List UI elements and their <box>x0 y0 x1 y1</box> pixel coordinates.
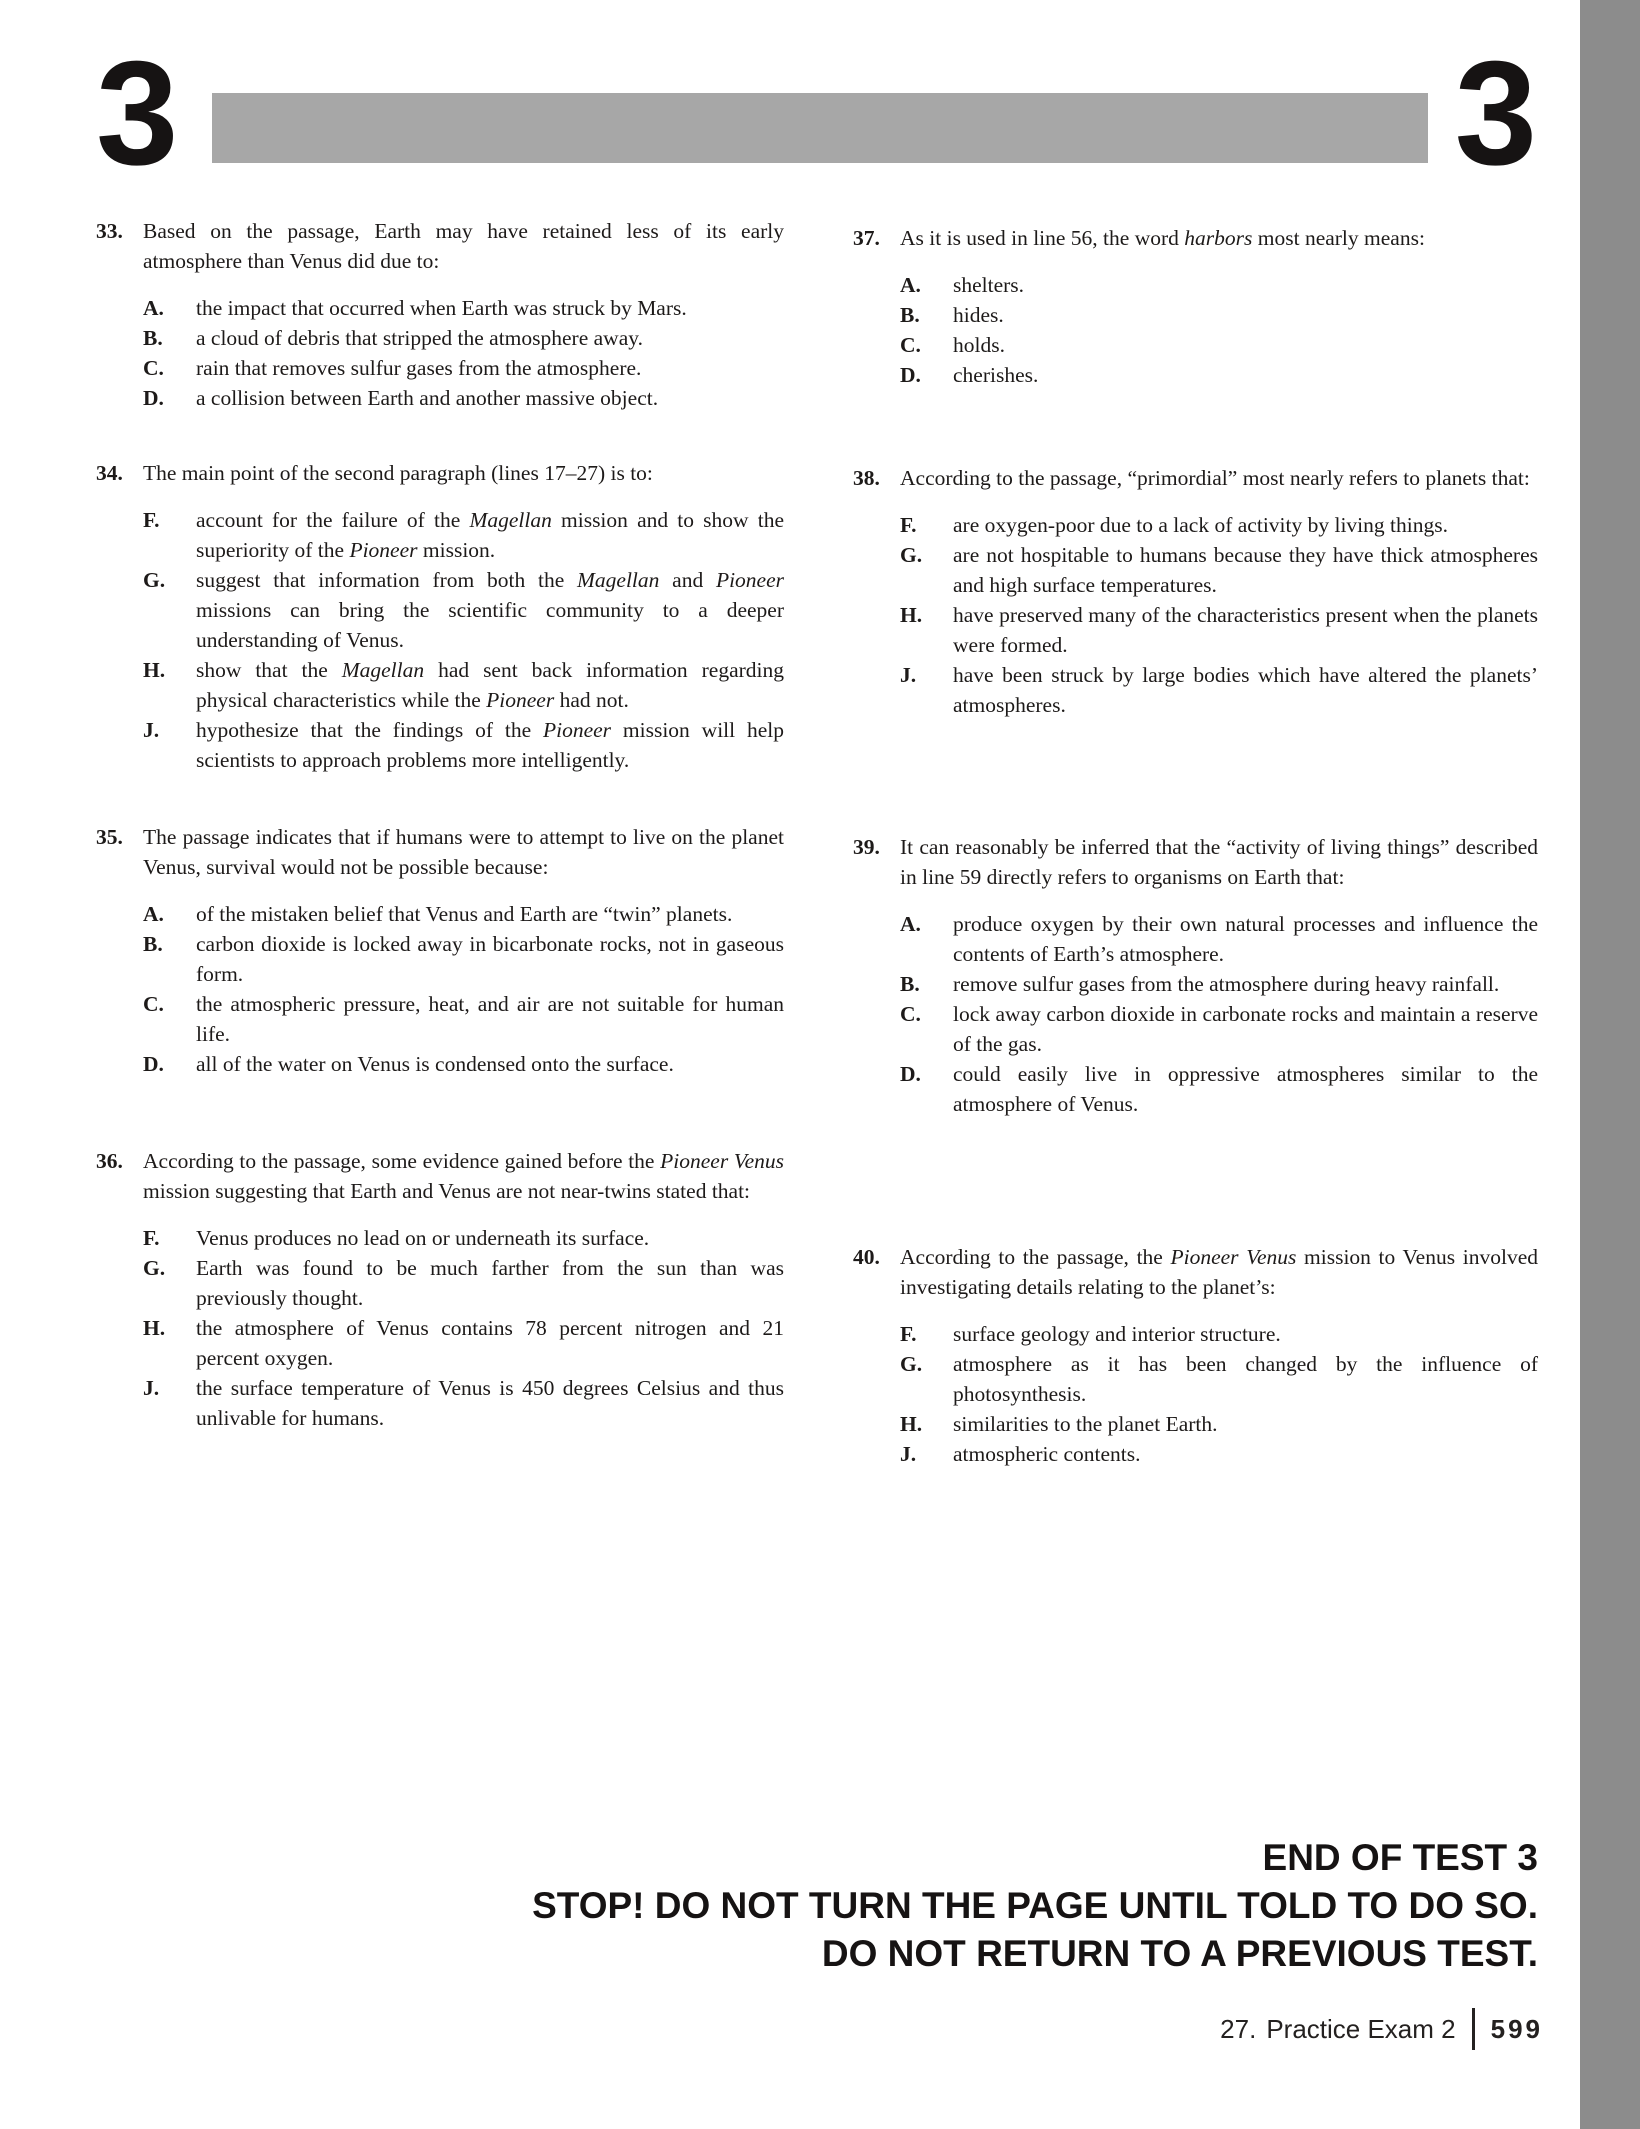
option-letter: A. <box>900 273 921 297</box>
option-text: surface geology and interior structure. <box>953 1322 1281 1346</box>
page-edge-strip <box>1580 0 1640 2129</box>
option-39-A <box>900 909 1538 969</box>
question-content <box>900 832 1538 1119</box>
option-letter: C. <box>143 356 164 380</box>
page-label-divider <box>1472 2008 1475 2050</box>
option-letter: B. <box>143 932 163 956</box>
option-letter: G. <box>143 1256 166 1280</box>
option-text: holds. <box>953 333 1005 357</box>
option-text: rain that removes sulfur gases from the atmosphere. <box>196 356 642 380</box>
option-34-J <box>143 715 784 775</box>
option-text: lock away carbon dioxide in carbonate rocks and maintain a reserve of the gas. <box>953 1002 1538 1056</box>
option-text: shelters. <box>953 273 1025 297</box>
question-35 <box>96 822 784 1079</box>
option-letter: H. <box>900 1412 923 1436</box>
option-text: atmosphere as it has been changed by the influence of photosynthesis. <box>953 1352 1538 1406</box>
option-35-A <box>143 899 784 929</box>
option-39-D <box>900 1059 1538 1119</box>
option-letter: J. <box>143 1376 160 1400</box>
option-37-C <box>900 330 1538 360</box>
question-stem: Based on the passage, Earth may have retained less of its early atmosphere than Venus did due to: <box>143 219 784 273</box>
option-letter: B. <box>900 972 920 996</box>
question-40 <box>853 1242 1538 1469</box>
option-text: have been struck by large bodies which have altered the planets’ atmospheres. <box>953 663 1538 717</box>
option-letter: C. <box>900 333 921 357</box>
options-list <box>900 270 1538 390</box>
option-text: suggest that information from both the Magellan and Pioneer missions can bring the scientific community to a deeper understanding of Venus. <box>196 568 784 652</box>
question-content <box>900 1242 1538 1469</box>
page-number: 599 <box>1490 2013 1543 2044</box>
option-text: remove sulfur gases from the atmosphere during heavy rainfall. <box>953 972 1500 996</box>
question-number: 34. <box>96 461 123 485</box>
option-text: hypothesize that the findings of the Pioneer mission will help scientists to approach problems more intelligently. <box>196 718 784 772</box>
option-38-G <box>900 540 1538 600</box>
question-number: 40. <box>853 1245 880 1269</box>
option-35-C <box>143 989 784 1049</box>
option-letter: F. <box>143 508 160 532</box>
test-section-number-right: 3 <box>1454 31 1537 196</box>
question-number: 35. <box>96 825 123 849</box>
options-list <box>900 909 1538 1119</box>
option-text: Venus produces no lead on or underneath its surface. <box>196 1226 650 1250</box>
question-39 <box>853 832 1538 1119</box>
chapter-number: 27. <box>1220 2013 1257 2044</box>
question-stem: It can reasonably be inferred that the “activity of living things” described in line 59 directly refers to organisms on Earth that: <box>900 835 1538 889</box>
options-list <box>143 899 784 1079</box>
chapter-title: Practice Exam 2 <box>1266 2013 1456 2044</box>
option-36-H <box>143 1313 784 1373</box>
header-bar <box>212 93 1428 163</box>
question-37 <box>853 223 1538 390</box>
question-34 <box>96 458 784 775</box>
option-letter: B. <box>900 303 920 327</box>
option-36-F <box>143 1223 784 1253</box>
option-letter: J. <box>143 718 160 742</box>
option-38-J <box>900 660 1538 720</box>
option-38-F <box>900 510 1538 540</box>
option-text: a cloud of debris that stripped the atmosphere away. <box>196 326 643 350</box>
option-text: the atmosphere of Venus contains 78 percent nitrogen and 21 percent oxygen. <box>196 1316 784 1370</box>
option-40-J <box>900 1439 1538 1469</box>
return-line: DO NOT RETURN TO A PREVIOUS TEST. <box>821 1933 1538 1974</box>
option-37-D <box>900 360 1538 390</box>
question-33 <box>96 216 784 413</box>
question-content <box>143 216 784 413</box>
option-text: hides. <box>953 303 1004 327</box>
option-38-H <box>900 600 1538 660</box>
question-number: 37. <box>853 226 880 250</box>
option-letter: D. <box>900 363 921 387</box>
option-text: are not hospitable to humans because they have thick atmospheres and high surface temperatures. <box>953 543 1538 597</box>
option-36-G <box>143 1253 784 1313</box>
option-34-G <box>143 565 784 655</box>
options-list <box>143 1223 784 1433</box>
option-40-H <box>900 1409 1538 1439</box>
option-letter: H. <box>143 1316 166 1340</box>
option-letter: H. <box>900 603 923 627</box>
question-stem: According to the passage, some evidence gained before the Pioneer Venus mission suggesting that Earth and Venus are not near-twins stated that: <box>143 1149 784 1203</box>
option-letter: D. <box>143 386 164 410</box>
option-39-B <box>900 969 1538 999</box>
end-of-test-block <box>532 1834 1538 1978</box>
option-text: the atmospheric pressure, heat, and air are not suitable for human life. <box>196 992 784 1046</box>
question-number: 39. <box>853 835 880 859</box>
option-letter: A. <box>900 912 921 936</box>
option-text: show that the Magellan had sent back information regarding physical characteristics while the Pioneer had not. <box>196 658 784 712</box>
option-letter: B. <box>143 326 163 350</box>
option-text: account for the failure of the Magellan mission and to show the superiority of the Pioneer mission. <box>196 508 784 562</box>
option-text: have preserved many of the characteristics present when the planets were formed. <box>953 603 1538 657</box>
question-content <box>143 822 784 1079</box>
option-letter: H. <box>143 658 166 682</box>
option-letter: D. <box>900 1062 921 1086</box>
option-letter: F. <box>143 1226 160 1250</box>
option-33-B <box>143 323 784 353</box>
option-text: carbon dioxide is locked away in bicarbonate rocks, not in gaseous form. <box>196 932 784 986</box>
option-text: of the mistaken belief that Venus and Earth are “twin” planets. <box>196 902 733 926</box>
options-list <box>143 293 784 413</box>
option-letter: C. <box>143 992 164 1016</box>
option-40-G <box>900 1349 1538 1409</box>
option-34-F <box>143 505 784 565</box>
options-list <box>143 505 784 775</box>
option-text: a collision between Earth and another massive object. <box>196 386 659 410</box>
option-35-D <box>143 1049 784 1079</box>
option-letter: F. <box>900 513 917 537</box>
option-39-C <box>900 999 1538 1059</box>
option-36-J <box>143 1373 784 1433</box>
option-text: the impact that occurred when Earth was struck by Mars. <box>196 296 687 320</box>
question-stem: The main point of the second paragraph (lines 17–27) is to: <box>143 461 653 485</box>
option-text: produce oxygen by their own natural processes and influence the contents of Earth’s atmosphere. <box>953 912 1538 966</box>
question-content <box>900 463 1538 720</box>
option-37-B <box>900 300 1538 330</box>
question-content <box>143 458 784 775</box>
option-letter: G. <box>900 543 923 567</box>
question-stem: The passage indicates that if humans were to attempt to live on the planet Venus, survival would not be possible because: <box>143 825 784 879</box>
option-37-A <box>900 270 1538 300</box>
question-number: 38. <box>853 466 880 490</box>
question-38 <box>853 463 1538 720</box>
option-34-H <box>143 655 784 715</box>
question-content <box>143 1146 784 1433</box>
option-text: are oxygen-poor due to a lack of activity by living things. <box>953 513 1448 537</box>
option-letter: C. <box>900 1002 921 1026</box>
option-text: Earth was found to be much farther from the sun than was previously thought. <box>196 1256 784 1310</box>
question-number: 33. <box>96 219 123 243</box>
end-of-test-line: END OF TEST 3 <box>1262 1837 1538 1878</box>
options-list <box>900 510 1538 720</box>
option-40-F <box>900 1319 1538 1349</box>
option-text: could easily live in oppressive atmospheres similar to the atmosphere of Venus. <box>953 1062 1538 1116</box>
option-letter: D. <box>143 1052 164 1076</box>
options-list <box>900 1319 1538 1469</box>
option-text: all of the water on Venus is condensed onto the surface. <box>196 1052 674 1076</box>
option-33-A <box>143 293 784 323</box>
option-letter: J. <box>900 1442 917 1466</box>
question-number: 36. <box>96 1149 123 1173</box>
test-section-number-left: 3 <box>96 31 179 196</box>
option-text: similarities to the planet Earth. <box>953 1412 1218 1436</box>
page-label <box>1220 2008 1543 2050</box>
option-letter: A. <box>143 902 164 926</box>
question-stem: According to the passage, “primordial” most nearly refers to planets that: <box>900 466 1530 490</box>
option-text: cherishes. <box>953 363 1039 387</box>
option-letter: G. <box>900 1352 923 1376</box>
option-letter: A. <box>143 296 164 320</box>
stop-line: STOP! DO NOT TURN THE PAGE UNTIL TOLD TO DO SO. <box>532 1885 1538 1926</box>
option-letter: G. <box>143 568 166 592</box>
option-33-D <box>143 383 784 413</box>
option-text: the surface temperature of Venus is 450 degrees Celsius and thus unlivable for humans. <box>196 1376 784 1430</box>
option-text: atmospheric contents. <box>953 1442 1141 1466</box>
option-35-B <box>143 929 784 989</box>
question-stem: As it is used in line 56, the word harbors most nearly means: <box>900 226 1425 250</box>
option-33-C <box>143 353 784 383</box>
question-content <box>900 223 1538 390</box>
question-36 <box>96 1146 784 1433</box>
option-letter: J. <box>900 663 917 687</box>
question-stem: According to the passage, the Pioneer Venus mission to Venus involved investigating details relating to the planet’s: <box>900 1245 1538 1299</box>
option-letter: F. <box>900 1322 917 1346</box>
